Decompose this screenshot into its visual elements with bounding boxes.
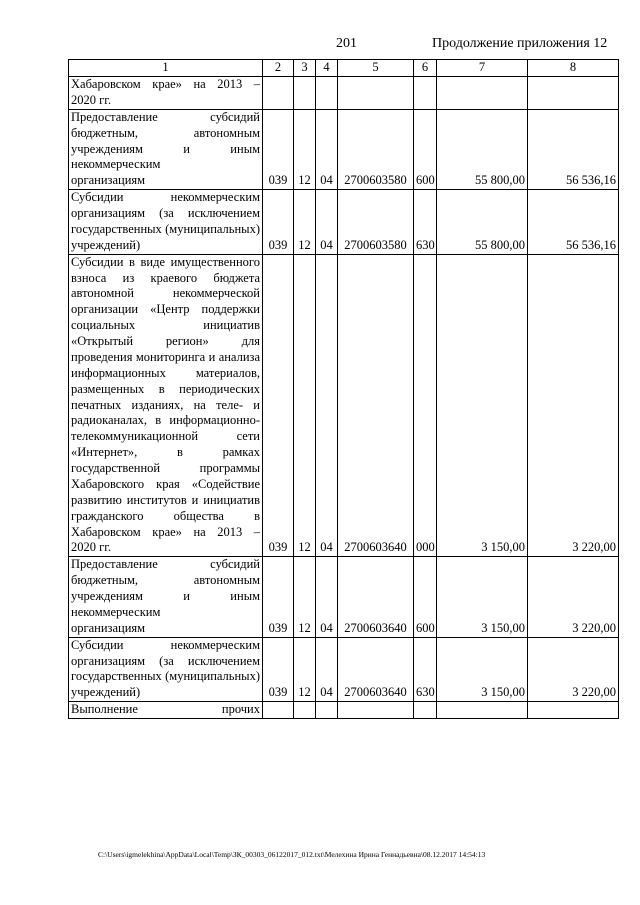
cell-amount-1: 3 150,00 — [437, 254, 528, 557]
cell-expense-type: 600 — [414, 557, 437, 637]
cell-ministry-code: 039 — [263, 109, 294, 189]
cell-subsection — [316, 702, 338, 719]
description-text: Субсидии некоммерческим организациям (за исключением государственных (муниципальных) — [71, 190, 260, 236]
cell-amount-1: 55 800,00 — [437, 109, 528, 189]
cell-expense-type: 630 — [414, 190, 437, 255]
cell-section: 12 — [294, 557, 316, 637]
table-row — [69, 557, 619, 637]
cell-target-article: 2700603640 — [338, 637, 414, 702]
table-row — [69, 702, 619, 719]
row-description — [69, 557, 263, 637]
column-header: 6 — [414, 60, 437, 77]
row-description — [69, 77, 263, 110]
cell-subsection: 04 — [316, 254, 338, 557]
cell-target-article: 2700603580 — [338, 190, 414, 255]
cell-target-article: 2700603640 — [338, 557, 414, 637]
cell-subsection: 04 — [316, 109, 338, 189]
cell-expense-type — [414, 702, 437, 719]
column-header-row — [69, 60, 619, 77]
footer-file-path: C:\Users\igmelekhina\AppData\Local\Temp\ЗК_00303_06122017_012.txt\Мелехина Ирина Геннадьевна\08.12.2017 14:54:13 — [98, 850, 486, 859]
description-last-line: организациям — [71, 173, 146, 188]
cell-amount-2: 3 220,00 — [528, 637, 619, 702]
table-row — [69, 109, 619, 189]
description-last-line: 2020 гг. — [71, 540, 112, 555]
table-row — [69, 77, 619, 110]
cell-ministry-code: 039 — [263, 190, 294, 255]
table-row — [69, 254, 619, 557]
cell-amount-1 — [437, 77, 528, 110]
cell-expense-type: 630 — [414, 637, 437, 702]
description-text: Предоставление субсидий бюджетным, автономным учреждениям и иным некоммерческим — [71, 109, 260, 172]
cell-subsection: 04 — [316, 190, 338, 255]
row-description — [69, 190, 263, 255]
row-description — [69, 109, 263, 189]
column-header: 3 — [294, 60, 316, 77]
budget-table — [68, 59, 619, 719]
cell-amount-2 — [528, 77, 619, 110]
column-header: 5 — [338, 60, 414, 77]
cell-amount-1: 3 150,00 — [437, 637, 528, 702]
cell-expense-type: 000 — [414, 254, 437, 557]
cell-ministry-code — [263, 77, 294, 110]
cell-expense-type: 600 — [414, 109, 437, 189]
cell-expense-type — [414, 77, 437, 110]
column-header: 4 — [316, 60, 338, 77]
cell-ministry-code — [263, 702, 294, 719]
cell-subsection: 04 — [316, 637, 338, 702]
row-description — [69, 702, 263, 719]
cell-amount-2: 3 220,00 — [528, 254, 619, 557]
cell-section — [294, 77, 316, 110]
description-text: Субсидии в виде имущественного взноса из краевого бюджета автономной некоммерческой организации «Центр поддержки социальных инициатив «Открытый регион» для проведения мониторинга и анализа информационных материалов, размещенных в периодических печатных изданиях, на теле- и радиоканалах, в информационно-телекоммуникационной сети «Интернет», в рамках государственной программы Хабаровского края «Содействие развитию институтов и инициатив гражданского общества в Хабаровском крае» на 2013 – — [71, 254, 260, 539]
column-header: 7 — [437, 60, 528, 77]
description-text: Предоставление субсидий бюджетным, автономным учреждениям и иным некоммерческим — [71, 557, 260, 619]
cell-ministry-code: 039 — [263, 254, 294, 557]
cell-amount-1 — [437, 702, 528, 719]
table-row — [69, 190, 619, 255]
column-header: 2 — [263, 60, 294, 77]
cell-amount-2: 56 536,16 — [528, 190, 619, 255]
column-header: 1 — [69, 60, 263, 77]
description-text: Субсидии некоммерческим организациям (за исключением государственных (муниципальных) — [71, 637, 260, 684]
cell-section: 12 — [294, 190, 316, 255]
cell-amount-1: 3 150,00 — [437, 557, 528, 637]
page-number: 201 — [336, 36, 357, 51]
description-last-line: учреждений) — [71, 237, 141, 252]
cell-section: 12 — [294, 254, 316, 557]
description-last-line: 2020 гг. — [71, 92, 112, 107]
appendix-note: Продолжение приложения 12 — [432, 36, 608, 51]
cell-subsection — [316, 77, 338, 110]
cell-amount-2: 3 220,00 — [528, 557, 619, 637]
cell-target-article: 2700603580 — [338, 109, 414, 189]
cell-amount-2 — [528, 702, 619, 719]
description-last-line: организациям — [71, 620, 146, 635]
row-description — [69, 637, 263, 702]
cell-target-article — [338, 702, 414, 719]
cell-amount-2: 56 536,16 — [528, 109, 619, 189]
row-description — [69, 254, 263, 557]
cell-ministry-code: 039 — [263, 557, 294, 637]
description-last-line: учреждений) — [71, 685, 141, 700]
cell-target-article — [338, 77, 414, 110]
cell-section: 12 — [294, 109, 316, 189]
cell-amount-1: 55 800,00 — [437, 190, 528, 255]
description-text: Хабаровском крае» на 2013 – — [71, 77, 260, 91]
cell-section — [294, 702, 316, 719]
cell-subsection: 04 — [316, 557, 338, 637]
cell-ministry-code: 039 — [263, 637, 294, 702]
column-header: 8 — [528, 60, 619, 77]
description-text: Выполнение прочих — [71, 702, 260, 717]
cell-section: 12 — [294, 637, 316, 702]
table-row — [69, 637, 619, 702]
cell-target-article: 2700603640 — [338, 254, 414, 557]
